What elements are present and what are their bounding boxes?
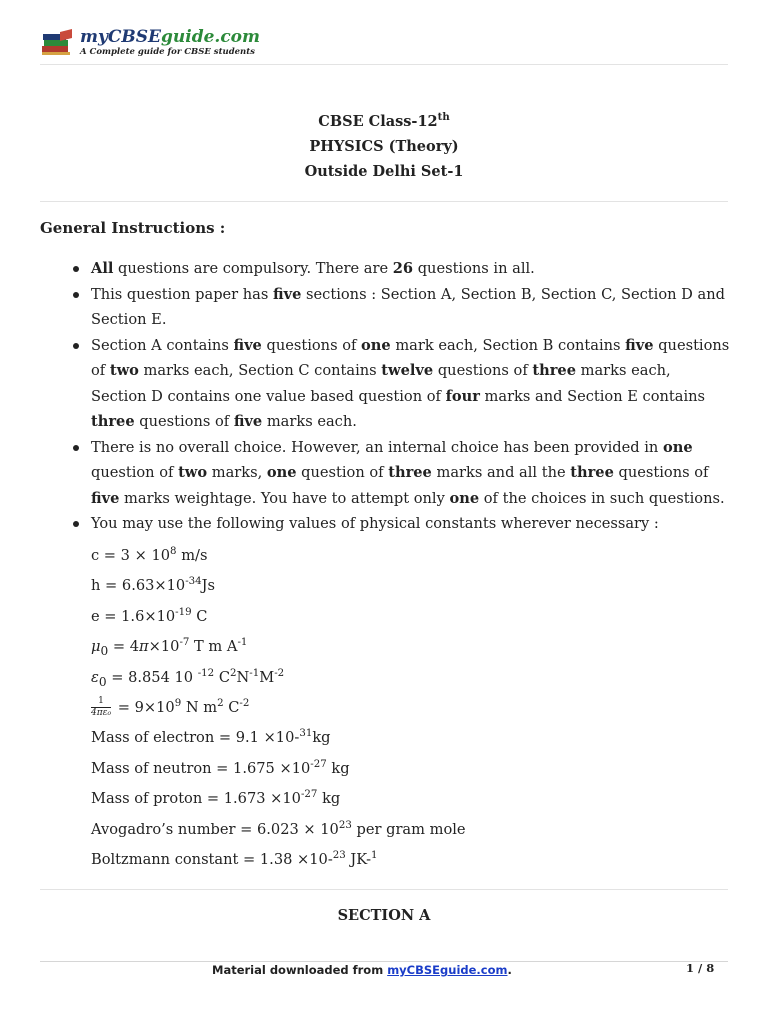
bold-text: All	[91, 260, 114, 277]
text-run: sections : Section A, Section B, Section C, Section D and Section E.	[91, 285, 725, 328]
text-run: questions of	[261, 336, 362, 354]
instruction-item	[40, 256, 730, 282]
text-run: e = 1.6×10	[91, 607, 176, 625]
text-run: Js	[201, 577, 216, 595]
bold-text: one	[266, 464, 297, 481]
constants-list	[91, 541, 731, 875]
bold-text: five	[233, 413, 263, 430]
superscript: -27	[300, 789, 318, 801]
text-run: = 9×10	[113, 698, 175, 716]
text-run: per gram mole	[351, 820, 466, 838]
text-run: questions of	[613, 464, 709, 481]
constant-line	[91, 602, 731, 632]
constant-line	[91, 571, 731, 601]
text-run: This question paper has	[91, 285, 274, 303]
superscript: -2	[274, 667, 285, 679]
text-run: Mass of neutron = 1.675 ×10	[91, 759, 311, 777]
text-run: You may use the following values of physical constants wherever necessary :	[91, 515, 659, 532]
text-run: of the choices in such questions.	[479, 489, 725, 507]
bold-text: one	[662, 438, 693, 456]
constant-line	[91, 754, 731, 784]
superscript: -1	[237, 637, 248, 649]
text-run: questions of	[134, 413, 234, 430]
superscript: -27	[310, 758, 327, 770]
constant-line	[91, 784, 731, 814]
constant-line	[91, 693, 731, 723]
text-run: JK-	[345, 850, 372, 868]
bold-text: five	[233, 336, 262, 354]
superscript: -19	[175, 606, 192, 618]
text-run: mark each, Section B contains	[390, 336, 626, 354]
text-run: question of	[296, 464, 389, 481]
section-divider	[40, 889, 728, 890]
text-run: questions in all.	[413, 260, 535, 277]
text-run: c = 3 × 10	[91, 547, 171, 564]
text-run: h = 6.63×10	[91, 577, 186, 595]
text-run: = 8.854 10	[106, 668, 198, 686]
title-subject: PHYSICS (Theory)	[309, 138, 459, 155]
title-set: Outside Delhi Set-1	[304, 163, 464, 180]
section-heading: SECTION A	[337, 907, 431, 924]
text-run: marks and all the	[431, 464, 571, 481]
text-run: questions of	[91, 336, 730, 379]
text-run: marks each, Section D contains one value based question of	[91, 362, 671, 405]
text-run: marks each.	[262, 413, 357, 430]
text-run: Mass of electron = 9.1 ×10-	[91, 729, 300, 747]
text-run: question of	[91, 464, 179, 481]
text-run: = 4	[108, 638, 140, 656]
logo-brand: myCBSEguide.com	[80, 27, 261, 48]
site-logo[interactable]	[40, 26, 260, 60]
bold-text: one	[361, 336, 391, 354]
document-page: myCBSEguide.com A Complete guide for CBSE students CBSE Class-12th PHYSICS (Theory) Outside Delhi Set-1 General Instructions : All questions are compulsory. There are 26 questions in all. This question paper has five sections : Section A, Section B, Section C, Section D and Section E. Section A contains five questions of one mark each, Section B contains five questions of two marks each, Section C contains twelve questions of three marks each, Section D contains one value based question of four marks and Section E contains three questions of five marks each. There is no overall choice. However, an internal choice has been provided in one question of two marks, one question of three marks and all the three questions of five marks weightage. You have to attempt only one of the choices in such questions. You may use the following values of physical constants wherever necessary : $c = 3 \times 10^8$ m/s $h = 6.63\times 10^{-34}Js$ $e = 1.6\times 10^{-19}$ C $\mu_0 = 4\pi\times 10^{-7}$ T m $A^{-1}$ $\varepsilon_0 = 8.854$ 10 $^{-12}$ $C^2N^{-1}M^{-2}$ $\frac{1}{\text{4πε₀}}$ = $9\times 10^9$ N $m^2$ $C^{-2}$ Mass of electron = 9.1 ×10-$^{31}$kg Mass of neutron = $1.675 \times 10^{-27}$ kg Mass of proton = $1.673 \times 10^{-27}$ kg Avogadro’s number = $6.023 \times 10^{23}$ per gram mole Boltzmann constant = 1.38 ×10-$^{23}$ JK-$^1$ SECTION A Material downloaded from myCBSEguide.com. 1 / 8	[0, 0, 768, 1024]
logo-tagline: A Complete guide for CBSE students	[80, 47, 255, 58]
constant-line	[91, 845, 731, 875]
instructions-heading: General Instructions :	[40, 219, 226, 237]
title-class: CBSE Class-12th	[318, 111, 450, 130]
text-run: There is no overall choice. However, an internal choice has been provided in	[91, 438, 663, 456]
instruction-item	[40, 511, 730, 537]
bold-text: three	[388, 464, 432, 481]
text-run: marks,	[207, 464, 267, 481]
bold-text: three	[91, 413, 135, 430]
text-run: marks and Section E contains	[479, 387, 706, 405]
text-run: μ	[91, 638, 101, 656]
bold-text: two	[178, 464, 208, 481]
text-run: questions of	[433, 362, 533, 379]
text-run: C	[223, 698, 240, 716]
bold-text: twelve	[381, 362, 434, 379]
instruction-item	[40, 435, 730, 512]
superscript: 23	[332, 850, 346, 862]
superscript: 8	[170, 546, 177, 558]
constant-line	[91, 632, 731, 662]
constant-line	[91, 663, 731, 693]
page-number: 1 / 8	[686, 961, 715, 975]
text-run: marks each, Section C contains	[138, 362, 382, 379]
superscript: -34	[185, 576, 202, 588]
fraction	[91, 696, 111, 719]
bold-text: five	[273, 285, 302, 303]
fraction-numerator: 1	[91, 696, 111, 708]
text-run: Section A contains	[91, 336, 234, 354]
superscript: 31	[299, 728, 313, 740]
subscript: 0	[100, 644, 109, 659]
text-run: ×10	[148, 638, 180, 656]
superscript: -1	[249, 667, 260, 679]
text-run: m/s	[176, 547, 208, 564]
bold-text: one	[449, 489, 480, 507]
text-run: kg	[326, 759, 350, 777]
text-run: T m A	[189, 638, 238, 656]
text-run: Boltzmann constant = 1.38 ×10-	[91, 850, 333, 868]
text-run: ε	[91, 668, 99, 686]
text-run: π	[139, 638, 149, 656]
subscript: 0	[98, 674, 107, 689]
footer-prefix: Material downloaded from	[212, 963, 388, 977]
text-run: C	[191, 607, 208, 625]
text-run: kg	[312, 729, 331, 747]
header-divider	[40, 64, 728, 65]
text-run: Mass of proton = 1.673 ×10	[91, 790, 301, 808]
bold-text: five	[625, 336, 654, 354]
text-run: Avogadro’s number = 6.023 × 10	[91, 820, 339, 838]
bold-text: three	[532, 362, 576, 379]
text-run: marks weightage. You have to attempt only	[119, 489, 450, 507]
bold-text: 26	[392, 260, 414, 277]
text-run: M	[259, 668, 275, 686]
books-icon	[40, 28, 74, 58]
superscript: 1	[371, 850, 378, 862]
superscript: 9	[174, 698, 182, 710]
superscript: 2	[230, 667, 237, 679]
constant-line	[91, 815, 731, 845]
text-run: C	[214, 668, 230, 686]
text-run: N	[236, 668, 250, 686]
instructions-list	[40, 256, 730, 537]
instruction-item	[40, 333, 730, 435]
superscript: 23	[338, 819, 352, 831]
text-run: kg	[317, 790, 341, 808]
bold-text: three	[570, 464, 614, 481]
text-run: questions are compulsory. There are	[113, 260, 393, 277]
fraction-denominator: 4πε₀	[91, 708, 112, 719]
superscript: 2	[217, 698, 224, 710]
footer-link[interactable]: myCBSEguide.com	[387, 963, 508, 977]
superscript: -7	[179, 637, 190, 649]
superscript: -12	[197, 667, 215, 679]
constant-line	[91, 723, 731, 753]
bold-text: two	[109, 362, 139, 379]
footer-divider	[40, 961, 728, 962]
constant-line	[91, 541, 731, 571]
bold-text: four	[445, 387, 480, 405]
superscript: -2	[239, 698, 250, 710]
bold-text: five	[91, 489, 120, 507]
title-divider	[40, 201, 728, 202]
instruction-item	[40, 282, 730, 333]
text-run: N m	[181, 698, 218, 716]
